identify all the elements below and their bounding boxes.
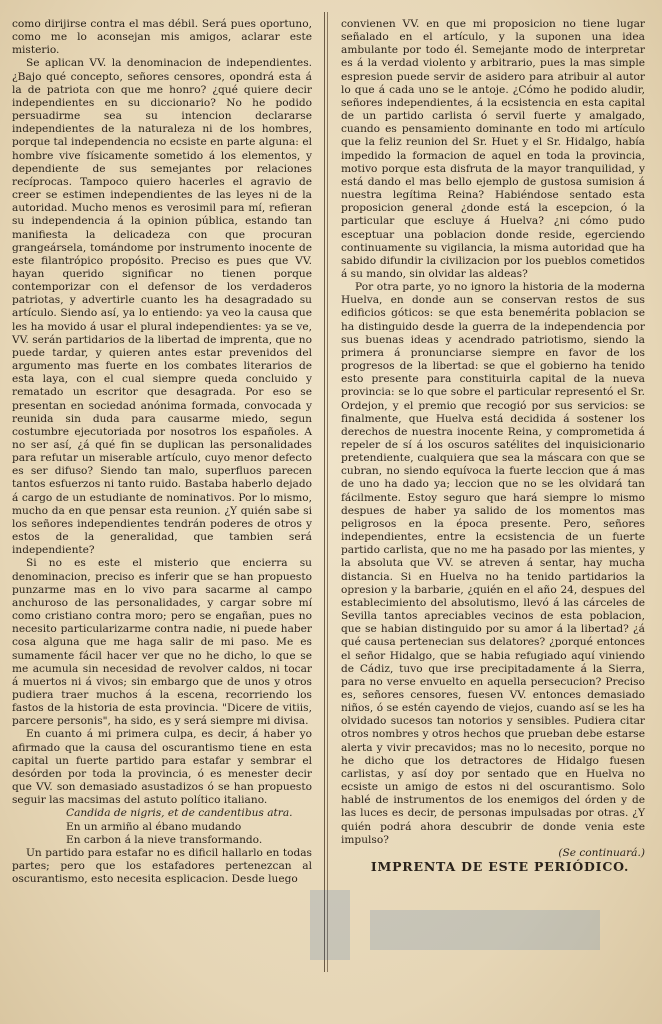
column-rule	[324, 12, 325, 972]
verse-line: En un armiño al ébano mudando	[66, 820, 242, 833]
right-column	[341, 18, 645, 873]
left-column	[12, 18, 312, 886]
paragraph: Si no es este el misterio que encierra su denominacion, preciso es inferir que se han propuesto punzarme mas en lo vivo para sacarme al campo anchuroso de las personalidades, y cargar sobre mí como cristiano contra moro; pero se engañan, pues no necesito particularizarme contra nadie, ni puede haber cosa alguna que me haga salir de mi paso. Me es sumamente fácil hacer ver que no he dicho, lo que se me acumula sin necesidad de revolver caldos, ni tocar á muertos ni á vivos; sin embargo que de unos y otros pudiera traer muchos á la escena, recorriendo los fastos de la historia de esta provincia. "Dicere de vitiis, parcere personis", ha sido, es y será siempre mi divisa.	[12, 557, 312, 728]
column-rule-double	[327, 12, 328, 972]
verse-line: Candida de nigris, et de candentibus atra.	[66, 807, 293, 820]
paragraph: Por otra parte, yo no ignoro la historia de la moderna Huelva, en donde aun se conservan restos de sus edificios góticos: se que esta benemérita poblacion se ha distinguido desde la guerra de la independencia por sus buenas ideas y acendrado patriotismo, siendo la primera á pronunciarse siempre en favor de los progresos de la libertad: se que el gobierno ha tenido esto presente para constituirla capital de la nueva provincia: se lo que sobre el particular representó el Sr. Ordejon, y el premio que recogió por sus servicios: se finalmente, que Huelva está decidida á sostener los derechos de nuestra inocente Reina, y comprometida á repeler de sí á los oscuros satélites del inquisicionario pretendiente, cualquiera que sea la máscara con que se cubran, no siendo equívoca la fuerte leccion que á mas de uno ha dado ya; leccion que no se les olvidará tan fácilmente. Estoy seguro que hará siempre lo mismo despues de haber ya salido de los momentos mas peligrosos en la época presente. Pero, señores independientes, entre la ecsistencia de un fuerte partido carlista, que no me ha pasado por las mientes, y la absoluta que VV. se atreven á sentar, hay mucha distancia. Si en Huelva no ha tenido partidarios la opresion y la barbarie, ¿quién en el año 24, despues del establecimiento del absolutismo, llevó á las cárceles de Sevilla tantos apreciables vecinos de esta poblacion, que se habian distinguido por su amor á la libertad? ¿á qué causa pertenecian sus delatores? ¿porqué entonces el señor Hidalgo, que se habia refugiado aquí viniendo de Cádiz, tuvo que irse precipitadamente á la Sierra, para no verse envuelto en aquella persecucion? Preciso es, señores censores, fuesen VV. entonces demasiado niños, ó se estén cayendo de viejos, cuando así se les ha olvidado sucesos tan notorios y sensibles. Pudiera citar otros nombres y otros hechos que prueban debe estarse alerta y vivir precavidos; mas no lo necesito, porque no he dicho que los detractores de Hidalgo fuesen carlistas, y así doy por sentado que en Huelva no ecsiste un amigo de estos ni del oscurantismo. Solo hablé de instrumentos de los enemigos del órden y de las luces es decir, de personas impulsadas por otras. ¿Y quién podrá ahora descubrir de donde venia este impulso?	[341, 281, 645, 846]
imprint-line: IMPRENTA DE ESTE PERIÓDICO.	[370, 859, 630, 874]
verse-line: En carbon á la nieve transformando.	[66, 833, 263, 846]
paragraph: Un partido para estafar no es dificil hallarlo en todas partes; pero que los estafadores pertenezcan al oscurantismo, esto necesita esplicacion. Desde luego	[12, 846, 312, 886]
paragraph: como dirijirse contra el mas débil. Será pues oportuno, como me lo aconsejan mis amigos, aclarar este misterio.	[12, 18, 312, 57]
paragraph: En cuanto á mi primera culpa, es decir, á haber yo afirmado que la causa del oscurantismo tiene en esta capital un fuerte partido para estafar y sembrar el desórden por toda la provincia, ó es menester decir que VV. son demasiado asustadizos ó se han propuesto seguir las macsimas del astuto político italiano.	[12, 728, 312, 807]
paragraph: Se aplican VV. la denominacion de independientes. ¿Bajo qué concepto, señores censores, opondrá esta á la de patriota con que me honro? ¿qué quiere decir independientes en su diccionario? No he podido persuadirme sea su intencion declararse independientes de la naturaleza ni de los hombres, porque tal independencia no ecsiste en parte alguna: el hombre vive físicamente sometido á los elementos, y dependiente de sus semejantes por relaciones recíprocas. Tampoco quiero hacerles el agravio de creer se estimen independientes de las leyes ni de la autoridad. Mucho menos es verosimil para mí, refieran su independencia á la opinion pública, estando tan manifiesta la delicadeza con que procuran grangeársela, tomándome por instrumento inocente de este filantrópico propósito. Preciso es pues que VV. hayan querido significar no tienen porque contemporizar con el defensor de los verdaderos patriotas, y advertirle cuanto les ha desagradado su artículo. Siendo así, ya lo entiendo: ya veo la causa que les ha movido á usar el plural independientes: ya se ve, VV. serán partidarios de la libertad de imprenta, que no puede tardar, y quieren antes estar prevenidos del argumento mas fuerte en los combates literarios de esta laya, con el cual siempre queda concluido y rematado un escritor que desagrada. Por eso se presentan en sociedad anónima formada, convocada y reunida sin duda para causarme miedo, segun costumbre ejecutoriada por nosotros los españoles. A no ser así, ¿á qué fin se duplican las personalidades para refutar un miserable artículo, cuyo menor defecto es ser difuso? Siendo tan malo, superfluos parecen tantos esfuerzos ni tanto ruido. Bastaba haberlo dejado á cargo de un estudiante de nominativos. Por lo mismo, mucho da en que pensar esta reunion. ¿Y quién sabe si los señores independientes tendrán poderes de otros y estos de la generalidad, que tambien será independiente?	[12, 57, 312, 557]
continuation-note: (Se continuará.)	[558, 846, 645, 859]
paragraph: convienen VV. en que mi proposicion no tiene lugar señalado en el artículo, y la suponen una idea ambulante por todo él. Semejante modo de interpretar es á la verdad violento y arbitrario, pues la mas simple espresion puede servir de asidero para atribuir al autor lo que á cada uno se le antoje. ¿Cómo he podido aludir, señores independientes, á la ecsistencia en esta capital de un partido carlista ó servil fuerte y amalgado, cuando es pensamiento dominante en todo mi artículo que la feliz reunion del Sr. Huet y el Sr. Hidalgo, había impedido la formacion de aquel en toda la provincia, motivo porque esta disfruta de la mayor tranquilidad, y está dando el mas bello ejemplo de gustosa sumision á nuestra legítima Reina? Habiéndose sentado esta proposicion general ¿donde está la escepcion, ó la particular que escluye á Huelva? ¿ni cómo pudo esceptuar una poblacion donde reside, egerciendo continuamente su vigilancia, la misma autoridad que ha sabido difundir la civilizacion por los pueblos cometidos á su mando, sin olvidar las aldeas?	[341, 18, 645, 280]
